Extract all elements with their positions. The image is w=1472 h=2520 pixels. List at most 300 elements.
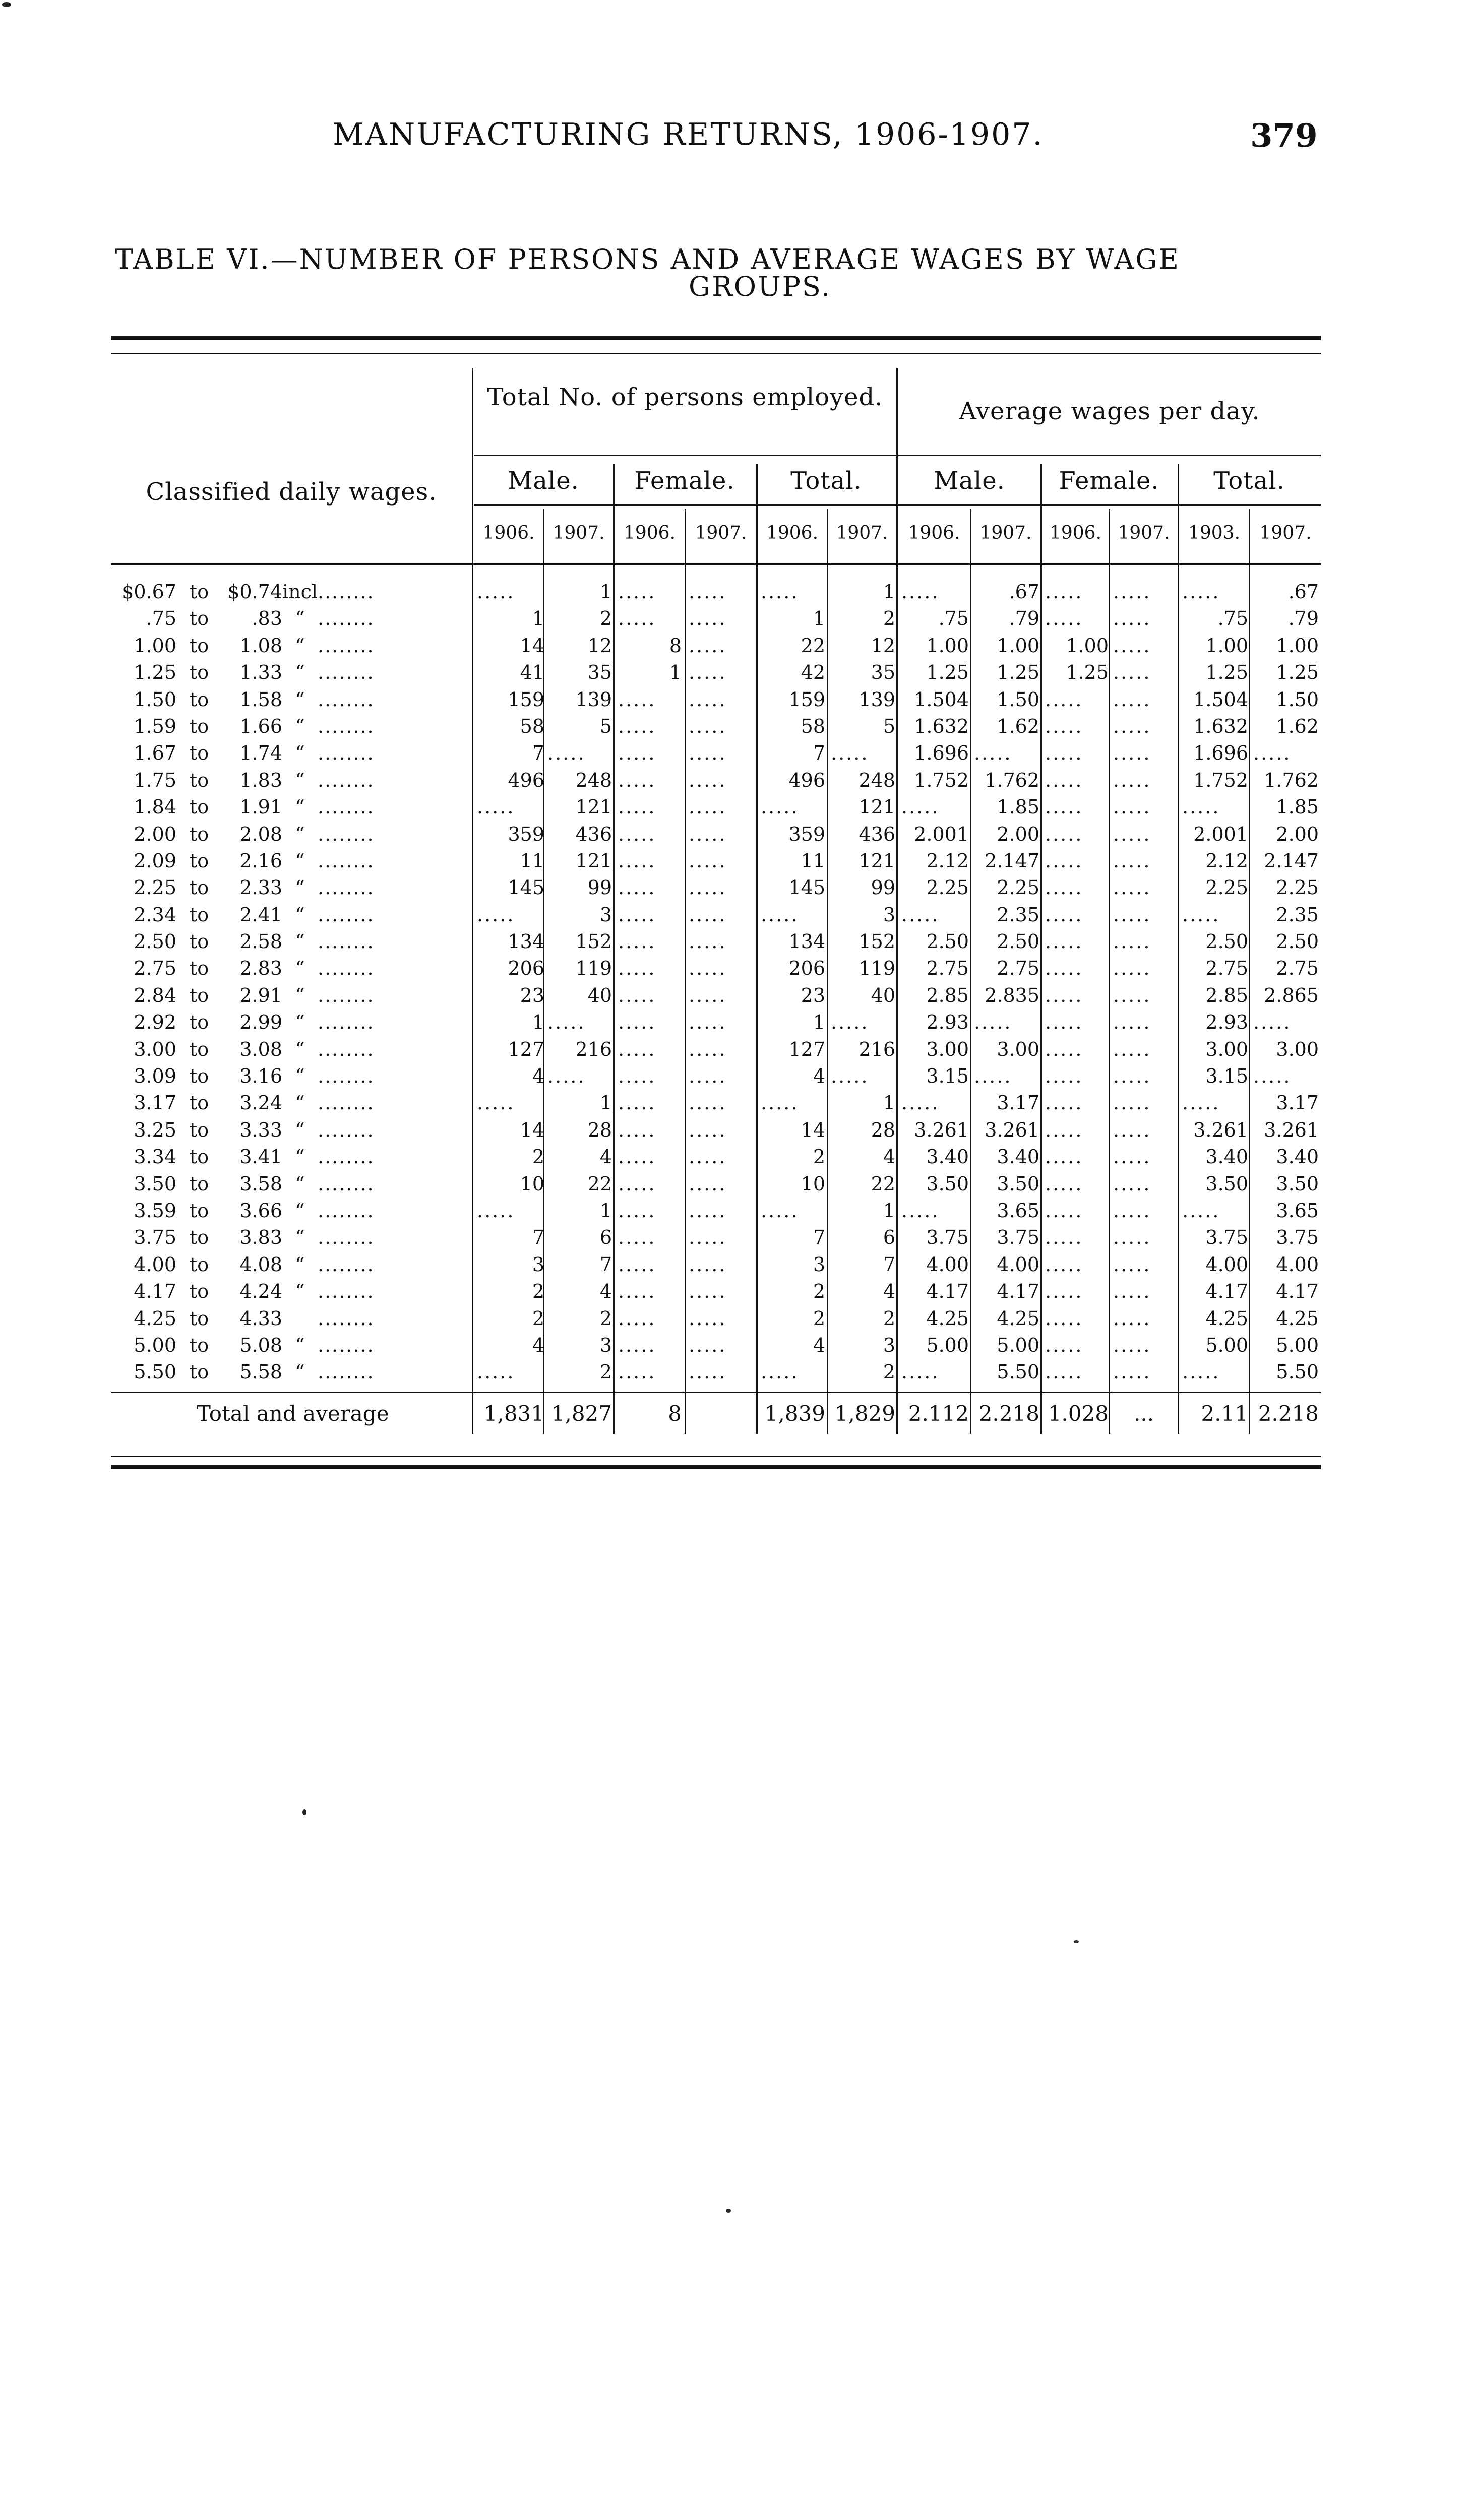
table-cell: 4 (599, 1146, 612, 1168)
table-cell: ..... (689, 1065, 727, 1088)
table-cell: 1.62 (1276, 715, 1319, 737)
table-cell: 58 (520, 715, 544, 737)
table-title-line-2: GROUPS. (689, 271, 832, 302)
table-cell: 11 (520, 849, 544, 872)
leader-dots: ........ (318, 1307, 375, 1330)
table-cell: 7 (813, 1226, 825, 1249)
table-cell: 3.17 (1276, 1092, 1319, 1114)
table-cell: 1.62 (997, 715, 1039, 737)
table-cell: ..... (618, 1065, 656, 1088)
table-cell: 2.50 (997, 930, 1039, 953)
wage-hi: 3.41 (239, 1146, 282, 1168)
table-cell: 4 (813, 1334, 825, 1356)
table-cell: 4 (599, 1280, 612, 1303)
table-cell: ..... (689, 1038, 727, 1060)
table-cell: ..... (831, 1065, 869, 1088)
table-cell: ..... (1113, 1226, 1151, 1249)
table-cell: 1 (813, 1011, 825, 1034)
table-cell: ..... (689, 1334, 727, 1356)
table-cell: 2.35 (1276, 903, 1319, 926)
wage-class-label (111, 1305, 464, 1332)
wage-hi: 3.16 (239, 1065, 282, 1088)
table-row (111, 1305, 1321, 1332)
wage-lo: 3.75 (134, 1226, 176, 1249)
table-cell: ..... (1045, 1172, 1083, 1195)
table-cell: 121 (858, 849, 895, 872)
table-cell: ..... (618, 957, 656, 980)
table-cell: 4.17 (1276, 1280, 1319, 1303)
table-row (111, 1036, 1321, 1063)
table-cell: ..... (689, 1146, 727, 1168)
subheader-female-persons: Female. (634, 467, 735, 495)
table-cell: ..... (547, 742, 586, 765)
table-cell: 1.85 (1276, 796, 1319, 818)
leader-dots: ........ (318, 876, 375, 899)
table-row (111, 1198, 1321, 1224)
wage-hi: 2.91 (239, 984, 282, 1006)
table-cell: 1.50 (997, 688, 1039, 711)
total-cell: 1,831 (483, 1401, 544, 1426)
table-cell: ..... (1113, 849, 1151, 872)
wage-to: to (189, 1065, 209, 1088)
table-cell: 40 (587, 984, 612, 1006)
table-cell: ..... (901, 1361, 940, 1383)
table-cell: 23 (801, 984, 825, 1006)
table-cell: ..... (477, 1092, 515, 1114)
table-cell: 4.00 (997, 1253, 1039, 1276)
table-cell: ..... (689, 957, 727, 980)
wage-class-label (111, 1090, 464, 1116)
wage-class-label (111, 874, 464, 901)
wage-to: to (189, 1307, 209, 1330)
leader-dots: ........ (318, 796, 375, 818)
wage-mk: “ (295, 769, 305, 791)
table-cell: 3.261 (1264, 1118, 1319, 1141)
table-cell: .75 (938, 607, 969, 630)
table-cell: 436 (858, 823, 895, 845)
wage-to: to (189, 1172, 209, 1195)
table-cell: ..... (477, 581, 515, 603)
table-cell: 2.12 (1205, 849, 1248, 872)
table-cell: ..... (689, 1118, 727, 1141)
table-cell: ..... (1113, 903, 1151, 926)
table-cell: 3.40 (1276, 1146, 1319, 1168)
table-cell: ..... (1045, 1280, 1083, 1303)
leader-dots: ........ (318, 607, 375, 630)
table-cell: ..... (974, 742, 1012, 765)
table-cell: 2.75 (1276, 957, 1319, 980)
table-row (111, 1117, 1321, 1144)
wage-to: to (189, 715, 209, 737)
table-cell: 1.504 (1193, 688, 1248, 711)
group-rule-persons (474, 455, 896, 456)
total-cell: 2.11 (1201, 1401, 1248, 1426)
table-cell: ..... (477, 1199, 515, 1222)
wage-class-label (111, 767, 464, 794)
wage-class-label (111, 902, 464, 928)
total-cell: 8 (668, 1401, 682, 1426)
total-cell: 2.112 (908, 1401, 969, 1426)
wage-class-label (111, 848, 464, 874)
wage-to: to (189, 769, 209, 791)
table-cell: 1 (599, 1092, 612, 1114)
wage-class-label (111, 1251, 464, 1278)
table-cell: ..... (1045, 957, 1083, 980)
table-cell: ..... (618, 1280, 656, 1303)
table-cell: ..... (1045, 984, 1083, 1006)
table-cell: ..... (689, 742, 727, 765)
wage-lo: 2.92 (134, 1011, 176, 1034)
table-cell: 2.00 (1276, 823, 1319, 845)
wage-lo: 3.09 (134, 1065, 176, 1088)
table-cell: ..... (477, 903, 515, 926)
table-cell: ..... (1113, 1146, 1151, 1168)
table-cell: 3.40 (997, 1146, 1039, 1168)
total-cell: 1.028 (1048, 1401, 1109, 1426)
top-rule-thin (111, 353, 1321, 354)
top-rule (111, 336, 1321, 340)
table-cell: 3.261 (985, 1118, 1039, 1141)
leader-dots: ........ (318, 581, 375, 603)
table-cell: 2.75 (997, 957, 1039, 980)
wage-lo: 1.00 (134, 634, 176, 657)
table-cell: 4 (883, 1146, 895, 1168)
table-cell: 14 (520, 1118, 544, 1141)
table-cell: 4.17 (926, 1280, 969, 1303)
table-cell: 14 (520, 634, 544, 657)
table-cell: 248 (575, 769, 612, 791)
table-cell: 152 (858, 930, 895, 953)
table-cell: 3 (599, 1334, 612, 1356)
table-cell: 2.35 (997, 903, 1039, 926)
table-cell: 3.50 (1205, 1172, 1248, 1195)
wage-to: to (189, 688, 209, 711)
wage-to: to (189, 957, 209, 980)
table-cell: ..... (1045, 1038, 1083, 1060)
table-cell: ..... (1113, 1253, 1151, 1276)
table-cell: ..... (689, 796, 727, 818)
table-cell: ..... (618, 1253, 656, 1276)
table-cell: ..... (1045, 742, 1083, 765)
wage-hi: 3.66 (239, 1199, 282, 1222)
table-cell: ..... (618, 849, 656, 872)
table-cell: ..... (618, 581, 656, 603)
table-cell: 3.15 (1205, 1065, 1248, 1088)
table-cell: ..... (618, 688, 656, 711)
table-cell: 5.50 (997, 1361, 1039, 1383)
wage-to: to (189, 1146, 209, 1168)
table-cell: ..... (1113, 984, 1151, 1006)
table-cell: 4.25 (997, 1307, 1039, 1330)
table-cell: ..... (974, 1011, 1012, 1034)
table-cell: 121 (858, 796, 895, 818)
leader-dots: ........ (318, 1172, 375, 1195)
table-cell: 4.00 (1276, 1253, 1319, 1276)
table-cell: 2.50 (1205, 930, 1248, 953)
year-header: 1906. (766, 523, 819, 543)
table-cell: ..... (901, 1092, 940, 1114)
table-cell: 436 (575, 823, 612, 845)
wage-hi: .83 (252, 607, 282, 630)
table-cell: 3.40 (1205, 1146, 1248, 1168)
table-cell: 42 (801, 661, 825, 684)
table-cell: ..... (1113, 1361, 1151, 1383)
wage-to: to (189, 1092, 209, 1114)
group-header-persons: Total No. of persons employed. (487, 383, 883, 411)
table-cell: ..... (618, 1038, 656, 1060)
table-cell: 2.85 (926, 984, 969, 1006)
table-cell: 1.752 (1193, 769, 1248, 791)
table-cell: 1 (883, 1199, 895, 1222)
table-title-line-1: TABLE VI.—NUMBER OF PERSONS AND AVERAGE WAGES BY WAGE (115, 243, 1180, 275)
table-cell: ..... (1113, 1118, 1151, 1141)
table-cell: 5.00 (1276, 1334, 1319, 1356)
table-cell: ..... (1045, 715, 1083, 737)
table-cell: 3.50 (997, 1172, 1039, 1195)
table-cell: ..... (1045, 1253, 1083, 1276)
wage-mk: “ (295, 1038, 305, 1060)
table-cell: ..... (761, 1361, 799, 1383)
table-cell: .67 (1009, 581, 1039, 603)
total-row (111, 1396, 1321, 1431)
wage-lo: 1.84 (134, 796, 176, 818)
table-cell: 3.261 (914, 1118, 969, 1141)
wage-class-label (111, 821, 464, 848)
table-cell: ..... (1045, 823, 1083, 845)
table-cell: ..... (1113, 1199, 1151, 1222)
year-header: 1907. (1259, 523, 1312, 543)
table-cell: ..... (618, 903, 656, 926)
wage-lo: 3.34 (134, 1146, 176, 1168)
table-cell: ..... (1182, 903, 1220, 926)
table-cell: ..... (618, 1172, 656, 1195)
wage-hi: 1.74 (239, 742, 282, 765)
table-row (111, 874, 1321, 901)
table-cell: ..... (689, 1172, 727, 1195)
wage-class-label (111, 982, 464, 1009)
table-cell: ..... (689, 930, 727, 953)
leader-dots: ........ (318, 688, 375, 711)
table-cell: ..... (1182, 1199, 1220, 1222)
table-cell: 3.261 (1193, 1118, 1248, 1141)
table-cell: 23 (520, 984, 544, 1006)
wage-class-label (111, 928, 464, 955)
table-cell: ..... (547, 1065, 586, 1088)
wage-to: to (189, 1199, 209, 1222)
table-cell: 22 (587, 1172, 612, 1195)
table-body (111, 579, 1321, 1386)
table-cell: 3.00 (1276, 1038, 1319, 1060)
table-cell: 3 (883, 903, 895, 926)
leader-dots: ........ (318, 1361, 375, 1383)
wage-to: to (189, 1334, 209, 1356)
table-row (111, 955, 1321, 982)
wage-hi: 2.16 (239, 849, 282, 872)
leader-dots: ........ (318, 1038, 375, 1060)
wage-mk: “ (295, 742, 305, 765)
table-row (111, 1278, 1321, 1305)
table-row (111, 902, 1321, 928)
wage-to: to (189, 984, 209, 1006)
table-cell: 4.00 (1205, 1253, 1248, 1276)
wage-class-label (111, 1198, 464, 1224)
table-cell: .67 (1288, 581, 1319, 603)
wage-hi: 3.83 (239, 1226, 282, 1249)
table-cell: ..... (618, 930, 656, 953)
table-cell: 3.50 (926, 1172, 969, 1195)
wage-mk: “ (295, 1092, 305, 1114)
table-cell: 134 (508, 930, 544, 953)
subheader-female-wages: Female. (1059, 467, 1159, 495)
table-cell: 2.147 (985, 849, 1039, 872)
table-cell: 1.762 (1264, 769, 1319, 791)
table-cell: 4.17 (1205, 1280, 1248, 1303)
table-cell: ..... (618, 715, 656, 737)
table-cell: 2 (532, 1280, 544, 1303)
wage-hi: 2.99 (239, 1011, 282, 1034)
table-cell: 1 (883, 1092, 895, 1114)
table-cell: ..... (689, 607, 727, 630)
year-header: 1906. (482, 523, 535, 543)
table-cell: ..... (1113, 581, 1151, 603)
table-cell: 206 (508, 957, 544, 980)
table-cell: ..... (689, 1226, 727, 1249)
table-cell: 1.696 (914, 742, 969, 765)
table-cell: ..... (689, 688, 727, 711)
leader-dots: ........ (318, 1092, 375, 1114)
table-cell: ..... (547, 1011, 586, 1034)
table-row (111, 982, 1321, 1009)
leader-dots: ........ (318, 823, 375, 845)
wage-class-label (111, 1117, 464, 1144)
table-cell: ..... (618, 607, 656, 630)
table-cell: 3.75 (926, 1226, 969, 1249)
table-cell: ..... (1113, 688, 1151, 711)
year-header: 1907. (836, 523, 888, 543)
table-cell: 121 (575, 796, 612, 818)
leader-dots: ........ (318, 634, 375, 657)
table-cell: ..... (1253, 742, 1292, 765)
table-cell: ..... (689, 1361, 727, 1383)
wage-hi: 1.83 (239, 769, 282, 791)
table-cell: 22 (801, 634, 825, 657)
wage-mk: “ (295, 957, 305, 980)
subheader-male-persons: Male. (508, 467, 579, 495)
total-cell: 1,829 (834, 1401, 895, 1426)
wage-to: to (189, 796, 209, 818)
table-cell: 1.00 (997, 634, 1039, 657)
table-row (111, 1332, 1321, 1359)
table-cell: ..... (1182, 1361, 1220, 1383)
table-cell: 7 (532, 1226, 544, 1249)
table-cell: 6 (883, 1226, 895, 1249)
year-header: 1907. (1118, 523, 1170, 543)
wage-lo: 5.50 (134, 1361, 176, 1383)
table-cell: ..... (689, 1280, 727, 1303)
wage-lo: 2.25 (134, 876, 176, 899)
wage-to: to (189, 742, 209, 765)
table-cell: ..... (1045, 1011, 1083, 1034)
table-cell: ..... (1045, 849, 1083, 872)
table-cell: ..... (1113, 1011, 1151, 1034)
table-cell: 1 (532, 1011, 544, 1034)
leader-dots: ........ (318, 903, 375, 926)
table-cell: ..... (1113, 930, 1151, 953)
wage-lo: 2.75 (134, 957, 176, 980)
table-cell: 152 (575, 930, 612, 953)
table-cell: 1 (813, 607, 825, 630)
wage-to: to (189, 849, 209, 872)
table-row (111, 848, 1321, 874)
table-cell: 1.00 (1276, 634, 1319, 657)
table-cell: 2 (532, 1146, 544, 1168)
wage-to: to (189, 581, 209, 603)
print-speck (1074, 1940, 1079, 1943)
table-cell: 3.00 (1205, 1038, 1248, 1060)
table-cell: ..... (1113, 796, 1151, 818)
table-cell: 4 (532, 1334, 544, 1356)
table-cell: ..... (1182, 1092, 1220, 1114)
table-cell: ..... (1045, 688, 1083, 711)
wage-hi: 1.58 (239, 688, 282, 711)
table-cell: ..... (618, 769, 656, 791)
wage-lo: 2.84 (134, 984, 176, 1006)
table-cell: 119 (858, 957, 895, 980)
table-cell: ..... (1113, 957, 1151, 980)
table-cell: ..... (761, 903, 799, 926)
table-cell: .75 (1217, 607, 1248, 630)
table-cell: 134 (788, 930, 825, 953)
wage-class-label (111, 1144, 464, 1170)
table-cell: 145 (788, 876, 825, 899)
total-cell: 1,827 (551, 1401, 612, 1426)
print-speck (2, 2, 11, 7)
table-cell: ..... (1045, 1092, 1083, 1114)
table-cell: ..... (761, 796, 799, 818)
table-cell: ..... (1113, 1307, 1151, 1330)
table-cell: 2 (883, 1361, 895, 1383)
wage-lo: 2.09 (134, 849, 176, 872)
table-cell: 2.50 (926, 930, 969, 953)
table-row (111, 686, 1321, 713)
wage-class-label (111, 659, 464, 686)
wage-class-label (111, 1224, 464, 1251)
wage-hi: 5.08 (239, 1334, 282, 1356)
table-cell: 14 (801, 1118, 825, 1141)
year-header: 1907. (553, 523, 605, 543)
year-header: 1906. (1049, 523, 1102, 543)
table-row (111, 605, 1321, 632)
wage-mk: “ (295, 1118, 305, 1141)
stub-header: Classified daily wages. (146, 478, 437, 506)
table-row (111, 821, 1321, 848)
table-cell: 2.75 (926, 957, 969, 980)
table-cell: 2.25 (926, 876, 969, 899)
table-cell: ..... (901, 1199, 940, 1222)
table-cell: ..... (901, 581, 940, 603)
table-title (115, 243, 1325, 302)
wage-class-label (111, 1063, 464, 1090)
leader-dots: ........ (318, 849, 375, 872)
table-cell: 359 (508, 823, 544, 845)
wage-mk: “ (295, 876, 305, 899)
wage-hi: 4.08 (239, 1253, 282, 1276)
table-cell: 1.25 (1066, 661, 1109, 684)
table-cell: 7 (883, 1253, 895, 1276)
table-cell: 1.85 (997, 796, 1039, 818)
table-cell: ..... (1113, 607, 1151, 630)
leader-dots: ........ (318, 1199, 375, 1222)
